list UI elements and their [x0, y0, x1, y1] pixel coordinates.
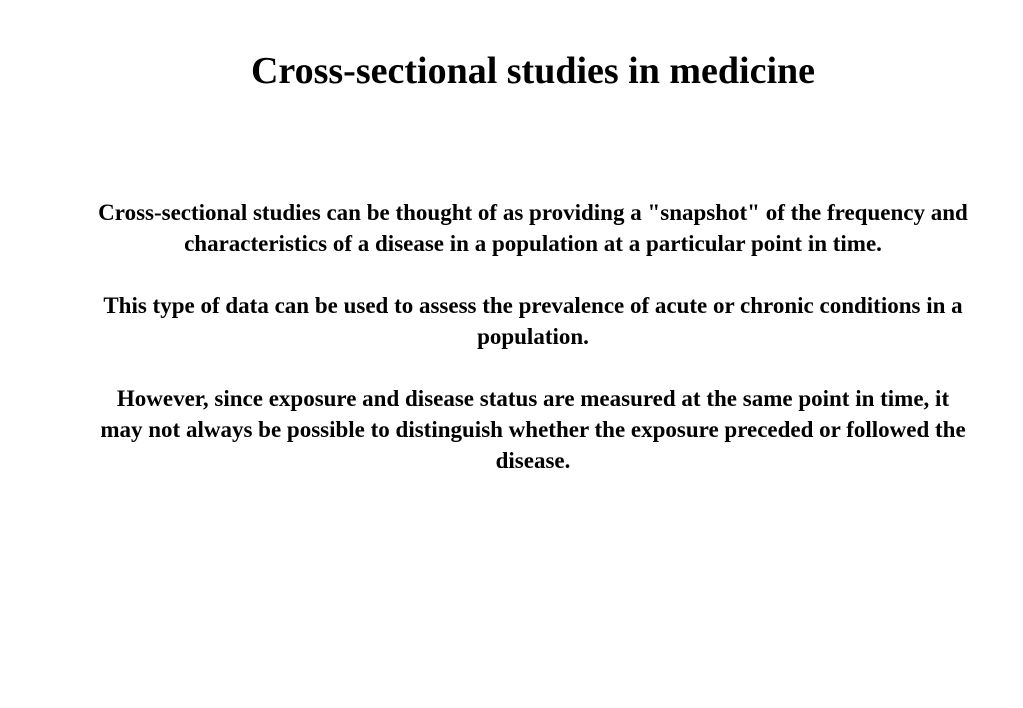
slide-body	[98, 197, 968, 507]
body-paragraph-1: Cross-sectional studies can be thought of as providing a "snapshot" of the frequency and characteristics of a disease in a population at a particular point in time.	[98, 200, 968, 256]
body-paragraph-3: However, since exposure and disease status are measured at the same point in time, it may not always be possible to distinguish whether the exposure preceded or followed the disease.	[100, 386, 966, 473]
slide-title: Cross-sectional studies in medicine	[250, 50, 816, 92]
body-paragraph-2: This type of data can be used to assess the prevalence of acute or chronic conditions in a population.	[103, 293, 963, 349]
